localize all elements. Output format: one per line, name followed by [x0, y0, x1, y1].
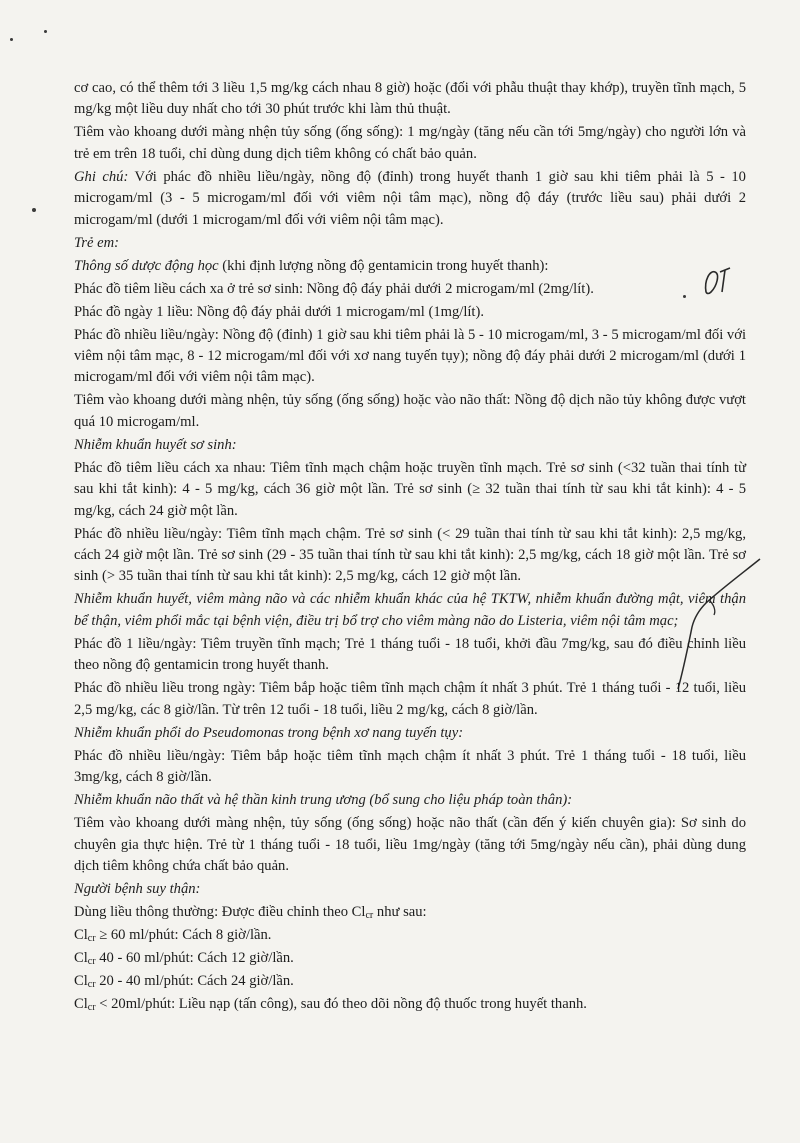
body-paragraph: Phác đồ nhiều liều/ngày: Tiêm tĩnh mạch chậm. Trẻ sơ sinh (< 29 tuần thai tính từ sau khi tắt kinh): 2,5 mg/kg, cách 24 giờ một lần. Trẻ sơ sinh (29 - 35 tuần thai tính từ sau khi tắt kinh): 2,5 mg/kg, cách 18 giờ một lần. Trẻ sơ sinh (> 35 tuần thai tính từ sau khi tắt kinh): 2,5 mg/kg, cách 12 giờ một lần.: [74, 525, 746, 585]
renal-row-text: ≥ 60 ml/phút: Cách 8 giờ/lần.: [95, 926, 272, 943]
body-paragraph: Tiêm vào khoang dưới màng nhện, tủy sống (ống sống) hoặc vào não thất: Nồng độ dịch não tủy không được vượt quá 10 microgam/ml.: [74, 392, 746, 430]
renal-row-text: < 20ml/phút: Liều nạp (tấn công), sau đó theo dõi nồng độ thuốc trong huyết thanh.: [95, 995, 587, 1012]
section-heading-neonatal: Nhiễm khuẩn huyết sơ sinh:: [74, 436, 237, 453]
section-heading-sepsis: Nhiễm khuẩn huyết, viêm màng não và các nhiễm khuẩn khác của hệ TKTW, nhiễm khuẩn đường mật, viêm thận bể thận, viêm phổi mắc tại bệnh viện, điều trị bổ trợ cho viêm màng não do Listeria, viêm nội tâm mạc;: [74, 591, 746, 629]
renal-intro-after: như sau:: [373, 903, 427, 920]
renal-row-sub: cr: [87, 932, 96, 944]
scan-speck: [32, 208, 36, 212]
renal-row-symbol: Cl: [74, 926, 88, 943]
section-heading-pseudomonas: Nhiễm khuẩn phổi do Pseudomonas trong bệnh xơ nang tuyến tụy:: [74, 724, 464, 741]
renal-row-text: 40 - 60 ml/phút: Cách 12 giờ/lần.: [95, 949, 294, 966]
body-paragraph: cơ cao, có thể thêm tới 3 liều 1,5 mg/kg cách nhau 8 giờ) hoặc (đối với phẫu thuật thay khớp), truyền tĩnh mạch, 5 mg/kg một liều duy nhất cho tới 30 phút trước khi làm thủ thuật.: [74, 80, 746, 118]
body-paragraph: Phác đồ nhiều liều/ngày: Tiêm bắp hoặc tiêm tĩnh mạch chậm ít nhất 3 phút. Trẻ 1 tháng tuổi - 18 tuổi, liều 3mg/kg, cách 8 giờ/lần.: [74, 747, 746, 786]
body-paragraph: Phác đồ 1 liều/ngày: Tiêm truyền tĩnh mạch; Trẻ 1 tháng tuổi - 18 tuổi, khởi đầu 7mg/kg, sau đó điều chỉnh liều theo nồng độ gentamicin trong huyết thanh.: [74, 635, 746, 674]
section-heading-children: Trẻ em:: [74, 234, 119, 251]
renal-row-symbol: Cl: [74, 972, 88, 989]
body-paragraph: Phác đồ tiêm liều cách xa nhau: Tiêm tĩnh mạch chậm hoặc truyền tĩnh mạch. Trẻ sơ sinh (<32 tuần thai tính từ sau khi tắt kinh): 4 - 5 mg/kg, cách 36 giờ một lần. Trẻ sơ sinh (≥ 32 tuần thai tính từ sau khi tắt kinh): 4 - 5 mg/kg, cách 24 giờ một lần.: [74, 459, 746, 519]
document-page: [74, 78, 746, 1017]
scan-speck: [44, 30, 47, 33]
renal-row: [74, 971, 746, 992]
renal-row-symbol: Cl: [74, 949, 88, 966]
note-text: Với phác đồ nhiều liều/ngày, nồng độ (đỉnh) trong huyết thanh 1 giờ sau khi tiêm phải là 5 - 10 microgam/ml (3 - 5 microgam/ml đối với viêm nội tâm mạc), nồng độ đáy (trước liều sau) phải dưới 2 microgam/ml (dưới 1 microgam/ml đối với viêm nội tâm mạc).: [74, 168, 746, 228]
note-paragraph: [74, 167, 746, 231]
note-label: Ghi chú:: [74, 168, 129, 185]
renal-row: [74, 948, 746, 969]
body-paragraph: Tiêm vào khoang dưới màng nhện tủy sống (ống sống): 1 mg/ngày (tăng nếu cần tới 5mg/ngày) cho người lớn và trẻ em trên 18 tuổi, chỉ dùng dung dịch tiêm không có chất bảo quản.: [74, 124, 746, 162]
renal-intro-text: Dùng liều thông thường: Được điều chỉnh theo Cl: [74, 903, 366, 920]
renal-row: [74, 925, 746, 946]
pk-label: Thông số dược động học: [74, 257, 219, 274]
renal-row: [74, 994, 746, 1015]
pk-text: (khi định lượng nồng độ gentamicin trong huyết thanh):: [218, 257, 549, 274]
section-heading-renal: Người bệnh suy thận:: [74, 880, 201, 897]
renal-row-sub: cr: [87, 978, 96, 990]
body-paragraph: Tiêm vào khoang dưới màng nhện, tủy sống (ống sống) hoặc não thất (cần đến ý kiến chuyên gia): Sơ sinh do chuyên gia thực hiện. Trẻ từ 1 tháng tuổi - 18 tuổi, liều 1mg/ngày (tăng tới 5mg/ngày nếu cần), phải dùng dung dịch tiêm không chứa chất bảo quản.: [74, 815, 746, 874]
body-paragraph: Phác đồ ngày 1 liều: Nồng độ đáy phải dưới 1 microgam/ml (1mg/lít).: [74, 303, 485, 320]
body-paragraph: Phác đồ nhiều liều/ngày: Nồng độ (đỉnh) 1 giờ sau khi tiêm phải là 5 - 10 microgam/ml, 3 - 5 microgam/ml đối với viêm nội tâm mạc, 8 - 12 microgam/ml đối với xơ nang tuyến tụy); nồng độ đáy phải dưới 2 microgam/ml (dưới 1 microgam/ml đối với viêm nội tâm mạc).: [74, 326, 746, 386]
body-paragraph: Phác đồ nhiều liều trong ngày: Tiêm bắp hoặc tiêm tĩnh mạch chậm ít nhất 3 phút. Trẻ 1 tháng tuổi - 12 tuổi, liều 2,5 mg/kg, các 8 giờ/lần. Từ trên 12 tuổi - 18 tuổi, liều 2 mg/kg, cách 8 giờ/lần.: [74, 680, 746, 718]
pk-paragraph: [74, 256, 746, 277]
renal-row-text: 20 - 40 ml/phút: Cách 24 giờ/lần.: [95, 972, 294, 989]
renal-intro-sub: cr: [365, 909, 374, 921]
renal-row-sub: cr: [87, 955, 96, 967]
renal-row-symbol: Cl: [74, 995, 88, 1012]
body-paragraph: Phác đồ tiêm liều cách xa ở trẻ sơ sinh: Nồng độ đáy phải dưới 2 microgam/ml (2mg/lít).: [74, 280, 594, 297]
section-heading-cns: Nhiễm khuẩn não thất và hệ thần kinh trung ương (bổ sung cho liệu pháp toàn thân):: [74, 792, 573, 809]
renal-intro: [74, 902, 746, 923]
renal-row-sub: cr: [87, 1001, 96, 1013]
scan-speck: [10, 38, 13, 41]
